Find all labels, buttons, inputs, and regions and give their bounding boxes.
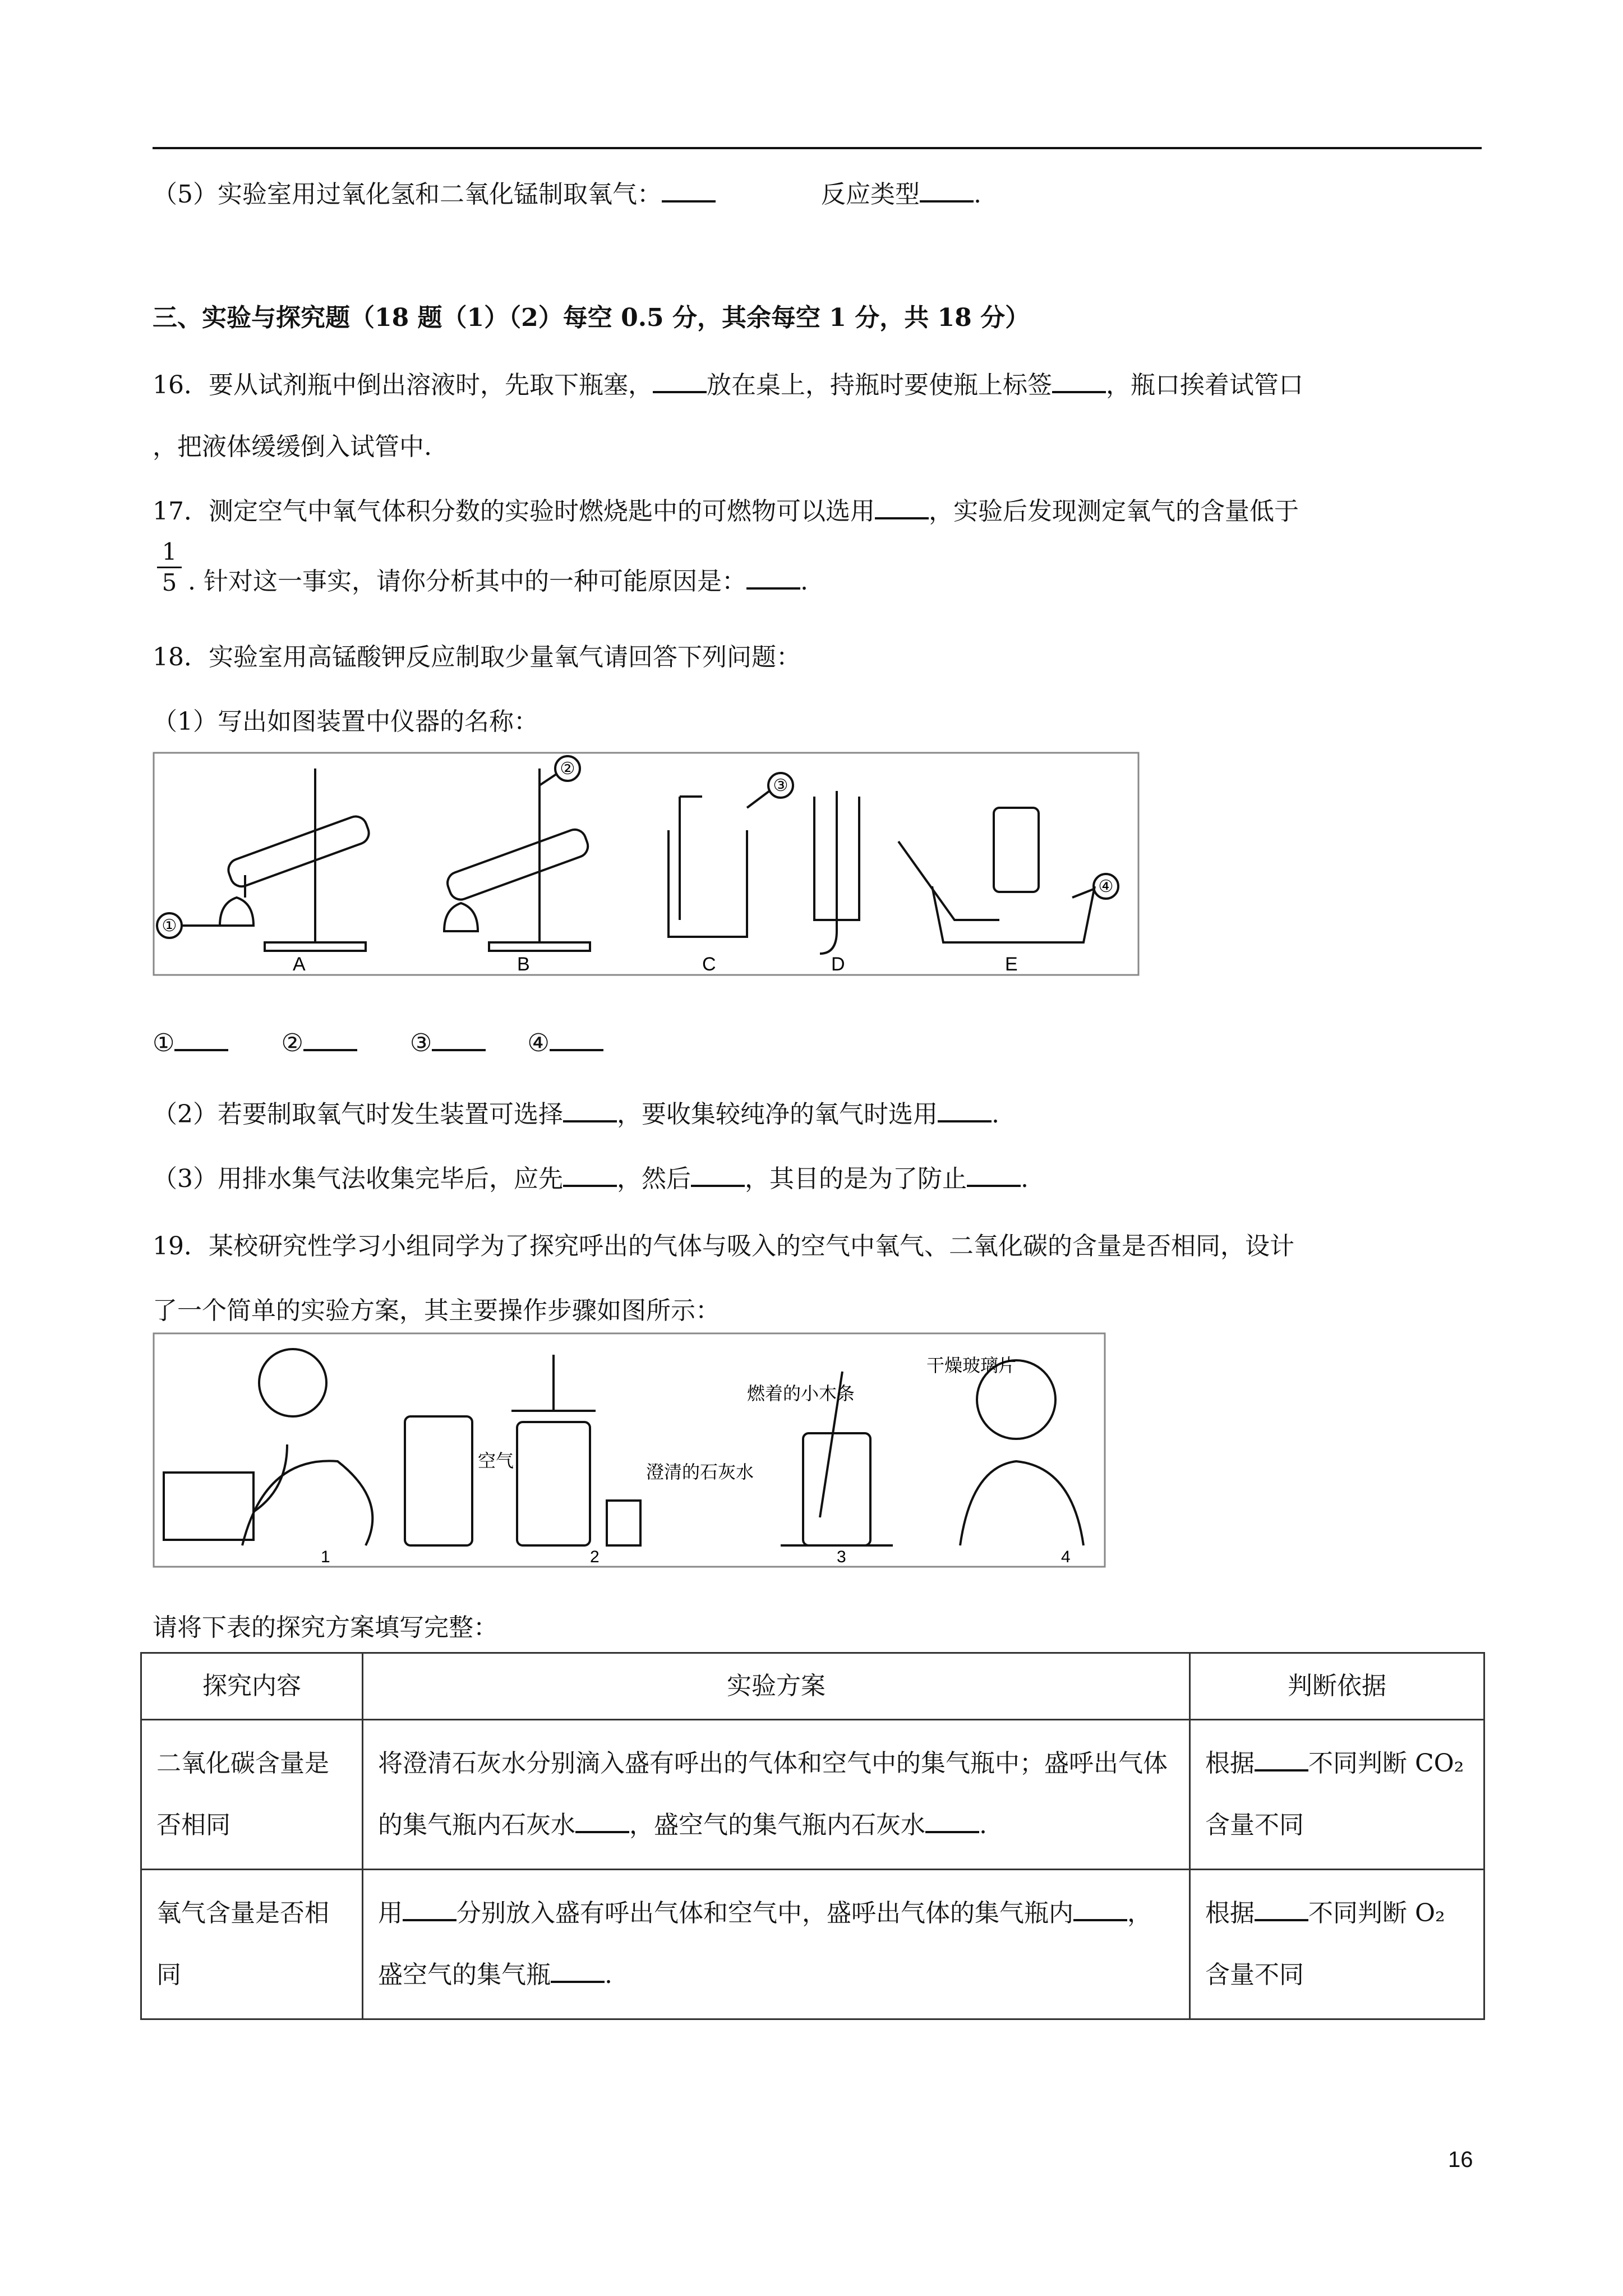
table-row: 二氧化碳含量是否相同 将澄清石灰水分别滴入盛有呼出的气体和空气中的集气瓶中；盛呼出气体的集气瓶内石灰水 ，盛空气的集气瓶内石灰水 . 根据 不同判断 CO₂ 含量不同 xyxy=(141,1720,1484,1870)
label-1: ① xyxy=(162,917,177,935)
table-row: 氧气含量是否相同 用 分别放入盛有呼出气体和空气中，盛呼出气体的集气瓶内 ，盛空气的集气瓶 . 根据 不同判断 O₂ 含量不同 xyxy=(141,1870,1484,2019)
header-content: 探究内容 xyxy=(141,1653,363,1720)
header-basis: 判断依据 xyxy=(1190,1653,1484,1720)
label-3: ③ xyxy=(773,776,789,795)
experiment-table xyxy=(140,1652,1485,2020)
question-18-part1: （1）写出如图装置中仪器的名称： xyxy=(153,707,538,736)
step-1: 1 xyxy=(321,1548,330,1566)
step-3: 3 xyxy=(837,1548,846,1566)
page-number: 16 xyxy=(1448,2147,1473,2172)
device-E: E xyxy=(1005,954,1018,975)
breath-experiment-figure xyxy=(153,1332,1106,1568)
step-2: 2 xyxy=(590,1548,600,1566)
air-label: 空气 xyxy=(478,1451,514,1471)
fraction-one-fifth: 1 5 xyxy=(153,539,186,596)
question-18-part3: （3）用排水集气法收集完毕后，应先 ，然后 ，其目的是为了防止 . xyxy=(153,1158,1029,1194)
question-19: 19．某校研究性学习小组同学为了探究呼出的气体与吸入的空气中氧气、二氧化碳的含量是否相同，设计 xyxy=(153,1232,1294,1260)
header-plan: 实验方案 xyxy=(363,1653,1190,1720)
question-16-cont: ，把液体缓缓倒入试管中. xyxy=(153,432,432,461)
answer-blanks: ① ② ③ ④ xyxy=(153,1027,603,1057)
question-16: 16．要从试剂瓶中倒出溶液时，先取下瓶塞， 放在桌上，持瓶时要使瓶上标签 ，瓶口挨着试管口 xyxy=(153,365,1303,401)
q15-part5: （5）实验室用过氧化氢和二氧化锰制取氧气： 反应类型 . xyxy=(153,174,981,210)
device-D: D xyxy=(831,954,845,975)
question-19-cont: 了一个简单的实验方案，其主要操作步骤如图所示： xyxy=(153,1296,720,1325)
label-2: ② xyxy=(560,760,575,778)
device-C: C xyxy=(702,954,716,975)
glass-label: 干燥玻璃片 xyxy=(926,1355,1017,1375)
section-title: 三、实验与探究题（18 题（1）（2）每空 0.5 分，其余每空 1 分，共 18 分） xyxy=(153,303,1030,332)
stick-label: 燃着的小木条 xyxy=(747,1383,855,1404)
label-4: ④ xyxy=(1098,877,1114,896)
question-17-cont: . 针对这一事实，请你分析其中的一种可能原因是： . xyxy=(188,561,808,597)
apparatus-figure xyxy=(153,752,1140,976)
table-intro: 请将下表的探究方案填写完整： xyxy=(153,1613,498,1642)
device-A: A xyxy=(293,954,306,975)
limewater-label: 澄清的石灰水 xyxy=(646,1462,754,1482)
question-17: 17．测定空气中氧气体积分数的实验时燃烧匙中的可燃物可以选用 ，实验后发现测定氧气的含量低于 xyxy=(153,491,1299,527)
device-B: B xyxy=(517,954,530,975)
header-rule xyxy=(153,147,1482,149)
question-18: 18．实验室用高锰酸钾反应制取少量氧气请回答下列问题： xyxy=(153,643,801,671)
question-18-part2: （2）若要制取氧气时发生装置可选择 ，要收集较纯净的氧气时选用 . xyxy=(153,1094,999,1130)
step-4: 4 xyxy=(1061,1548,1071,1566)
